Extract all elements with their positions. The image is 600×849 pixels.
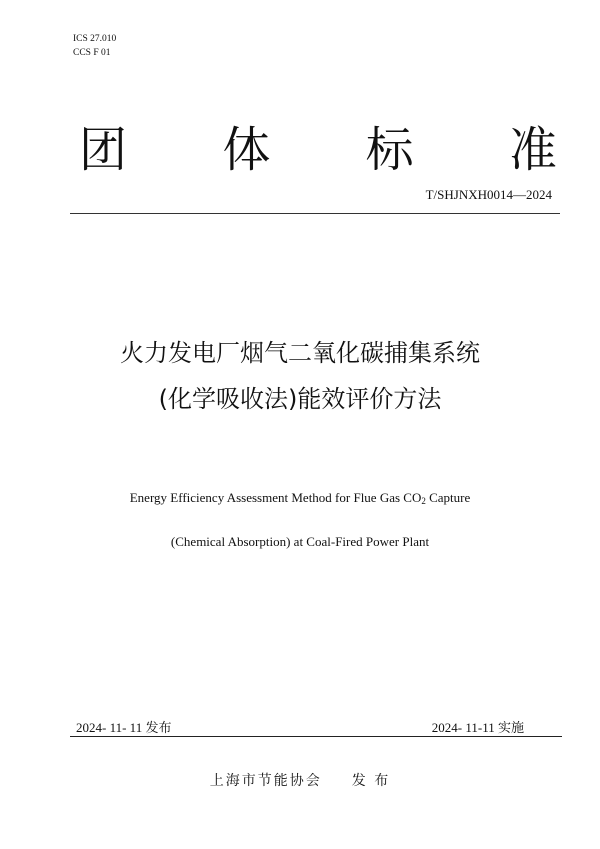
publisher-name: 上海市节能协会 bbox=[209, 773, 322, 789]
doctype-char-1: 团 bbox=[78, 122, 127, 178]
english-title-subscript: 2 bbox=[421, 496, 426, 506]
classification-codes bbox=[73, 32, 116, 60]
implementation-date: 2024- 11-11 实施 bbox=[431, 720, 524, 735]
english-title bbox=[0, 476, 600, 564]
chinese-title bbox=[0, 330, 600, 422]
publish-date: 2024- 11- 11 发布 bbox=[76, 720, 172, 735]
english-title-line-1-main: Energy Efficiency Assessment Method for Flue Gas CO bbox=[129, 490, 422, 505]
document-type-heading bbox=[76, 122, 560, 178]
english-title-line-1 bbox=[0, 476, 600, 520]
english-title-line-1-tail: Capture bbox=[425, 490, 471, 505]
top-divider bbox=[70, 213, 560, 214]
doctype-char-2: 体 bbox=[222, 122, 271, 178]
publisher-line bbox=[0, 770, 600, 790]
ics-code: ICS 27.010 bbox=[73, 34, 117, 44]
english-title-line-2: (Chemical Absorption) at Coal-Fired Power Plant bbox=[170, 534, 430, 549]
ccs-code: CCS F 01 bbox=[73, 48, 111, 58]
standard-code: T/SHJNXH0014—2024 bbox=[425, 187, 552, 202]
chinese-title-line-1: 火力发电厂烟气二氧化碳捕集系统 bbox=[120, 339, 480, 367]
doctype-char-3: 标 bbox=[365, 122, 414, 178]
chinese-title-line-2: (化学吸收法)能效评价方法 bbox=[158, 385, 442, 413]
publisher-action: 发 布 bbox=[351, 773, 391, 789]
bottom-divider bbox=[70, 736, 562, 737]
doctype-char-4: 准 bbox=[508, 122, 557, 178]
